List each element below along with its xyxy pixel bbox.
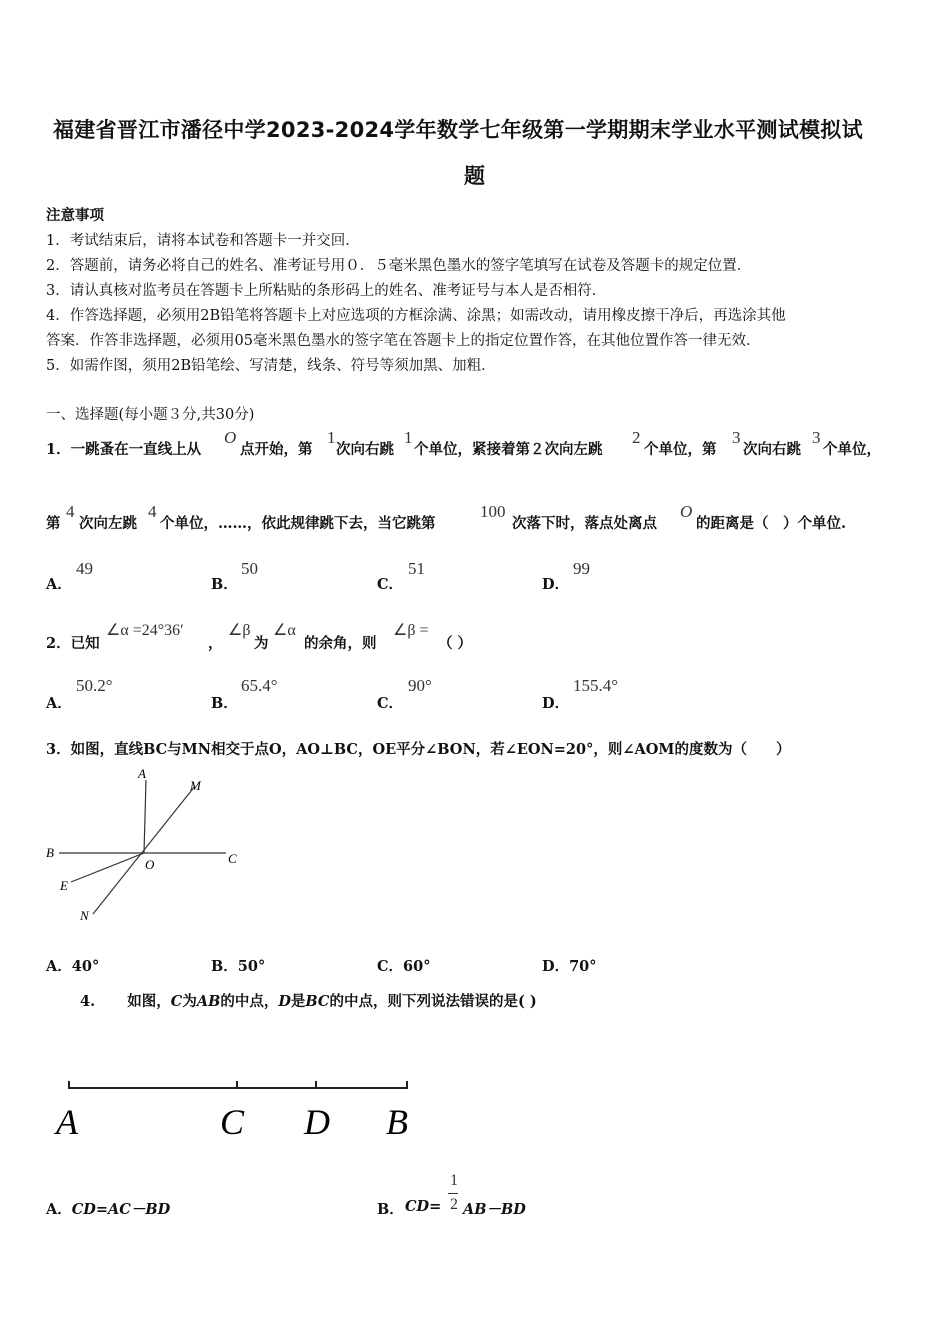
option-letter: D． bbox=[542, 695, 570, 712]
option-value: 50 bbox=[241, 559, 258, 578]
q1-num: 4 bbox=[148, 502, 157, 521]
q2-option-c[interactable] bbox=[377, 676, 517, 710]
q4-line bbox=[80, 990, 537, 1011]
q4-symbol: BC bbox=[305, 993, 330, 1010]
label-d: D bbox=[304, 1102, 330, 1142]
label-o: O bbox=[145, 857, 155, 872]
label-c: C bbox=[228, 851, 237, 866]
option-value: 40° bbox=[71, 958, 100, 975]
q1-text: 个单位，……，依此规律跳下去，当它跳第 bbox=[160, 515, 436, 532]
option-letter: B． bbox=[211, 958, 238, 975]
q1-option-c[interactable] bbox=[377, 559, 517, 591]
option-value: 49 bbox=[76, 559, 93, 578]
q2-text: 2．已知 bbox=[46, 635, 100, 652]
line-mn bbox=[93, 786, 195, 914]
section-heading: 一、选择题(每小题３分,共30分) bbox=[46, 407, 255, 423]
q2-expression: ∠β = bbox=[393, 622, 429, 639]
q1-text: 1．一跳蚤在一直线上从 bbox=[46, 441, 202, 458]
q4-text: 的中点，则下列说法错误的是( ) bbox=[329, 993, 537, 1010]
q1-symbol-o: O bbox=[680, 502, 693, 521]
notice-item: 5．如需作图，须用2B铅笔绘、写清楚，线条、符号等须加黑、加粗． bbox=[46, 358, 496, 374]
q1-text: 点开始，第 bbox=[240, 441, 313, 458]
option-value: 50° bbox=[237, 958, 266, 975]
q1-num: 100 bbox=[480, 502, 506, 521]
q3-option-b[interactable] bbox=[211, 955, 265, 976]
q1-text: 个单位，第 bbox=[644, 441, 717, 458]
q2-option-a[interactable] bbox=[46, 676, 186, 710]
option-letter: B． bbox=[377, 1201, 404, 1218]
q4-text: 是 bbox=[290, 993, 306, 1010]
q1-num: 2 bbox=[632, 428, 641, 447]
q2-expression: ∠α =24°36′ bbox=[106, 622, 184, 639]
doc-title-line1: 福建省晋江市潘径中学2023-2024学年数学七年级第一学期期末学业水平测试模拟试 bbox=[53, 118, 863, 142]
q1-symbol-o: O bbox=[224, 428, 237, 447]
q1-text: 次向右跳 bbox=[743, 441, 801, 458]
q4-symbol: C bbox=[170, 993, 183, 1010]
option-value: 60° bbox=[403, 958, 431, 975]
option-value: CD=AC－BD bbox=[71, 1201, 171, 1218]
q1-text: 的距离是（ ）个单位. bbox=[696, 515, 847, 532]
notice-item: 2．答题前，请务必将自己的姓名、准考证号用０．５毫米黑色墨水的签字笔填写在试卷及答题卡的规定位置． bbox=[46, 258, 752, 274]
option-value: 50.2° bbox=[76, 676, 113, 695]
fraction-bar bbox=[448, 1193, 458, 1194]
option-value: 70° bbox=[569, 958, 597, 975]
q1-text: 个单位，紧接着第２次向左跳 bbox=[414, 441, 603, 458]
notice-item: 4．作答选择题，必须用2B铅笔将答题卡上对应选项的方框涂满、涂黑；如需改动，请用橡皮擦干净后，再选涂其他 bbox=[46, 308, 786, 324]
option-letter: D． bbox=[542, 958, 570, 975]
q4-number: 4. bbox=[80, 993, 96, 1010]
option-value: 155.4° bbox=[573, 676, 619, 695]
q1-num: 3 bbox=[812, 428, 821, 447]
option-letter: A． bbox=[46, 1201, 72, 1218]
option-value: 51 bbox=[408, 559, 425, 578]
q1-text: 次落下时，落点处离点 bbox=[512, 515, 657, 532]
option-letter: C． bbox=[377, 695, 404, 712]
option-value: 99 bbox=[573, 559, 590, 578]
q3-option-c[interactable] bbox=[377, 955, 430, 976]
notice-item: 答案．作答非选择题，必须用05毫米黑色墨水的签字笔在答题卡上的指定位置作答，在其他位置作答一律无效． bbox=[46, 333, 761, 349]
option-letter: A． bbox=[46, 958, 72, 975]
label-a: A bbox=[56, 1102, 78, 1142]
q2-text: 为 bbox=[254, 635, 269, 652]
option-letter: B． bbox=[211, 576, 238, 593]
option-letter: A． bbox=[46, 576, 72, 593]
q3-text: 3．如图，直线BC与MN相交于点O，AO⊥BC，OE平分∠BON，若∠EON=20°，则∠AOM的度数为（ ） bbox=[46, 741, 791, 758]
q1-text: 次向右跳 bbox=[336, 441, 394, 458]
q1-text: 次向左跳 bbox=[79, 515, 137, 532]
fraction-denominator: 2 bbox=[450, 1196, 458, 1213]
option-letter: A． bbox=[46, 695, 72, 712]
q2-expression: ∠β bbox=[228, 622, 251, 639]
q1-text: 个单位， bbox=[823, 441, 881, 458]
q1-option-d[interactable] bbox=[542, 559, 682, 591]
q4-text: 为 bbox=[182, 993, 197, 1010]
q1-num: 1 bbox=[404, 428, 413, 447]
option-letter: C． bbox=[377, 576, 404, 593]
q2-text: ， bbox=[208, 635, 223, 652]
q4-symbol: AB bbox=[196, 993, 221, 1010]
notice-item: 1．考试结束后，请将本试卷和答题卡一并交回． bbox=[46, 233, 360, 249]
label-c: C bbox=[220, 1102, 245, 1142]
q4-option-a[interactable] bbox=[46, 1198, 170, 1219]
option-value: 90° bbox=[408, 676, 432, 695]
q2-option-b[interactable] bbox=[211, 676, 351, 710]
option-letter: D． bbox=[542, 576, 570, 593]
label-m: M bbox=[190, 778, 201, 793]
q3-option-a[interactable] bbox=[46, 955, 99, 976]
label-b: B bbox=[46, 845, 54, 860]
option-letter: B． bbox=[211, 695, 238, 712]
q2-text: 的余角，则 bbox=[304, 635, 377, 652]
q3-figure bbox=[40, 762, 240, 932]
option-value: AB－BD bbox=[463, 1201, 526, 1218]
label-e: E bbox=[60, 878, 68, 893]
q2-option-d[interactable] bbox=[542, 676, 682, 710]
line-ao bbox=[144, 780, 146, 853]
q4-symbol: D bbox=[278, 993, 291, 1010]
q1-option-b[interactable] bbox=[211, 559, 351, 591]
q4-text: 如图， bbox=[127, 993, 171, 1010]
doc-title-line2: 题 bbox=[464, 164, 486, 188]
label-a: A bbox=[138, 766, 146, 781]
label-n: N bbox=[80, 908, 89, 923]
notice-item: 3．请认真核对监考员在答题卡上所粘贴的条形码上的姓名、准考证号与本人是否相符． bbox=[46, 283, 607, 299]
q4-figure bbox=[50, 1070, 430, 1150]
fraction-numerator: 1 bbox=[450, 1172, 458, 1189]
q3-option-d[interactable] bbox=[542, 955, 597, 976]
q1-num: 4 bbox=[66, 502, 75, 521]
q1-num: 1 bbox=[327, 428, 336, 447]
option-letter: C． bbox=[377, 958, 404, 975]
q1-num: 3 bbox=[732, 428, 741, 447]
q1-option-a[interactable] bbox=[46, 559, 186, 591]
q2-expression: ∠α bbox=[273, 622, 296, 639]
q4-text: 的中点， bbox=[220, 993, 279, 1010]
label-b: B bbox=[386, 1102, 408, 1142]
q2-text: （ ） bbox=[438, 635, 473, 652]
line-oe bbox=[71, 853, 144, 882]
q1-text: 第 bbox=[46, 515, 61, 532]
notice-heading: 注意事项 bbox=[46, 207, 104, 224]
option-value: 65.4° bbox=[241, 676, 278, 695]
option-value: CD= bbox=[405, 1198, 442, 1215]
